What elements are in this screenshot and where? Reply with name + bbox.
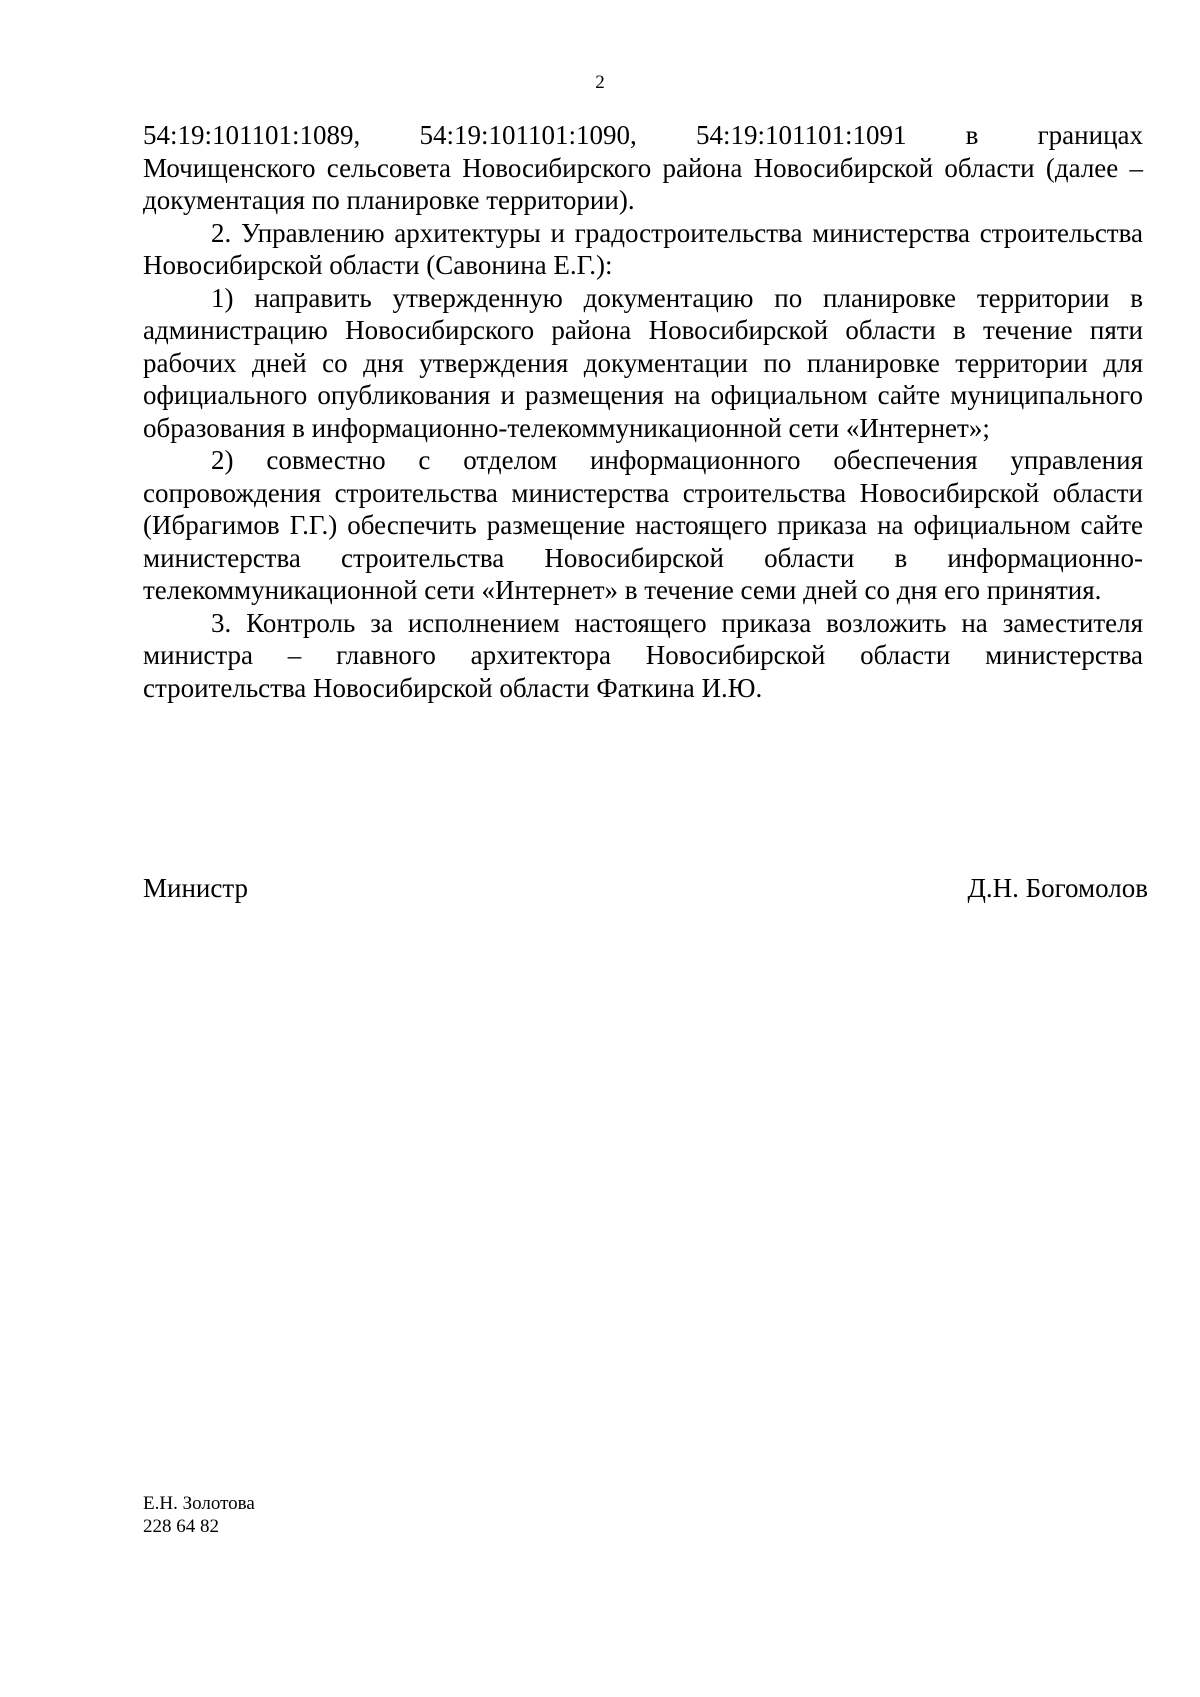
cadastral-number: 54:19:101101:1090,	[419, 120, 637, 150]
signatory-name: Д.Н. Богомолов	[967, 873, 1148, 903]
cadastral-number: 54:19:101101:1089,	[143, 120, 361, 150]
cadastral-line	[143, 119, 1143, 152]
executor-phone: 228 64 82	[143, 1516, 219, 1537]
cadastral-word: в	[965, 120, 979, 150]
signature-block	[143, 872, 1148, 904]
page-number: 2	[595, 72, 605, 93]
executor-name: Е.Н. Золотова	[143, 1493, 255, 1514]
cadastral-number: 54:19:101101:1091	[695, 120, 907, 150]
item-2: 2. Управлению архитектуры и градостроительства министерства строительства Новосибирской области (Савонина Е.Г.):	[143, 217, 1143, 280]
item-3: 3. Контроль за исполнением настоящего приказа возложить на заместителя министра – главного архитектора Новосибирской области министерства строительства Новосибирской области Фаткина И.Ю.	[143, 607, 1143, 703]
intro-continuation: Мочищенского сельсовета Новосибирского района Новосибирской области (далее – документация по планировке территории).	[143, 152, 1143, 215]
cadastral-word: границах	[1037, 120, 1143, 150]
signatory-position: Министр	[143, 873, 248, 903]
item-2-sub-2: 2) совместно с отделом информационного обеспечения управления сопровождения строительства министерства строительства Новосибирской области (Ибрагимов Г.Г.) обеспечить размещение настоящего приказа на официальном сайте министерства строительства Новосибирской области в информационно-телекоммуникационной сети «Интернет» в течение семи дней со дня его принятия.	[143, 445, 1143, 605]
executor-contact	[143, 1492, 255, 1538]
item-2-sub-1: 1) направить утвержденную документацию по планировке территории в администрацию Новосибирского района Новосибирской области в течение пяти рабочих дней со дня утверждения документации по планировке территории для официального опубликования и размещения на официальном сайте муниципального образования в информационно-телекоммуникационной сети «Интернет»;	[143, 282, 1143, 443]
document-body	[143, 119, 1143, 704]
